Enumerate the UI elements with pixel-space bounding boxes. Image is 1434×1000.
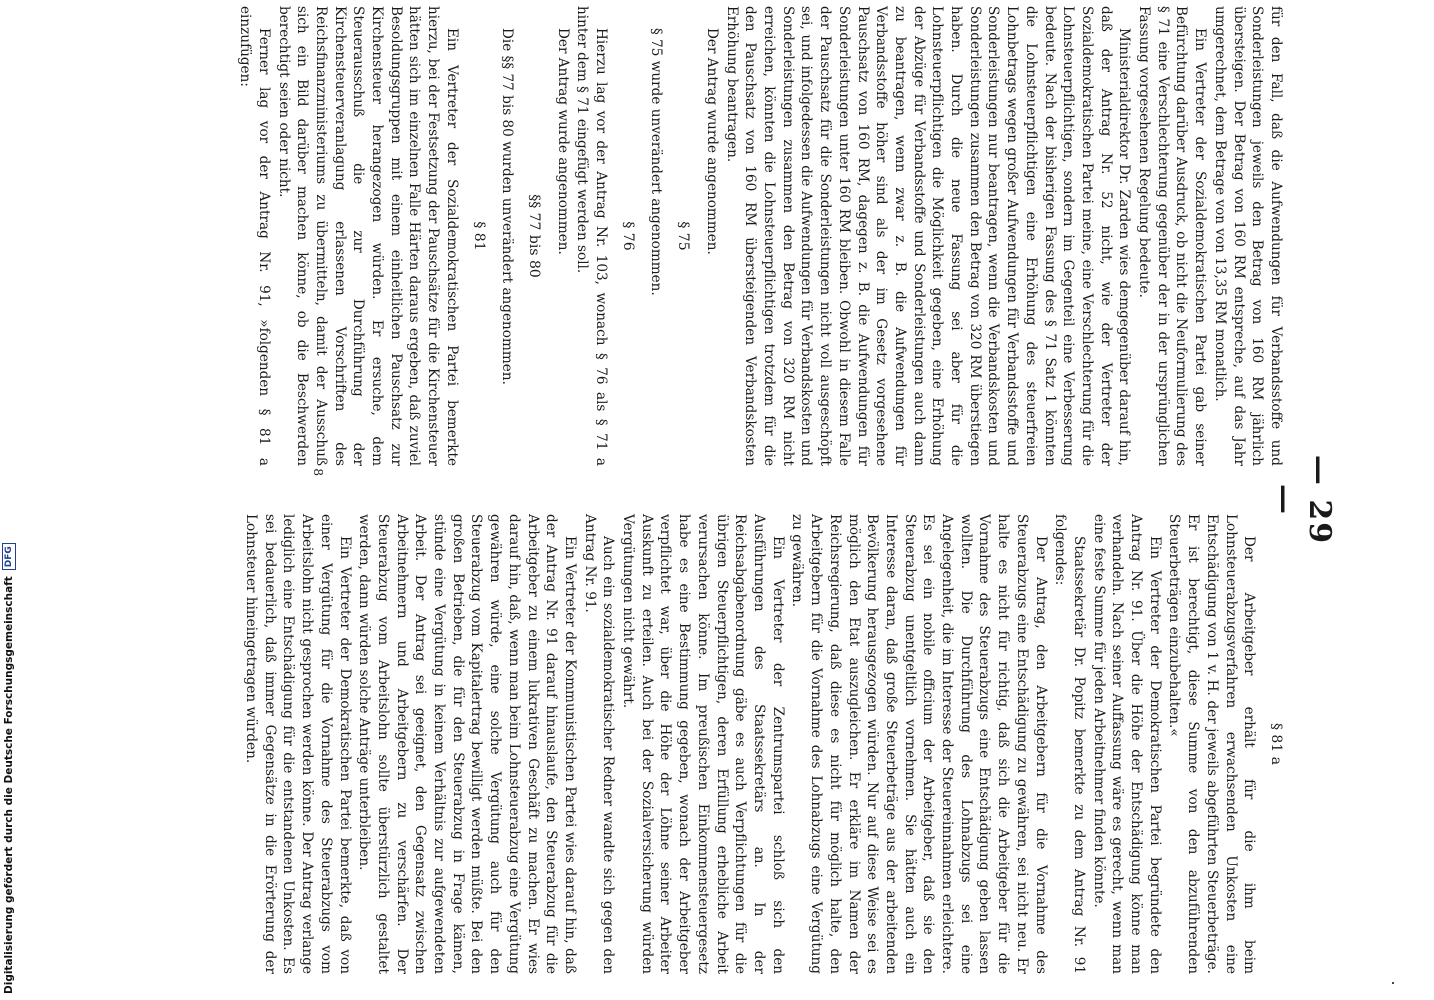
document-page xyxy=(167,0,1337,1000)
section-heading: § 75 xyxy=(675,221,692,251)
section-heading: § 76 xyxy=(619,221,636,251)
paragraph: Der Antrag wurde angenommen. xyxy=(554,28,571,255)
paragraph: Ein Vertreter der Demokratischen Partei begründete den Antrag Nr. 91. Über die Höhe der Entschädigung könne man verhandeln. Nach seiner Auffassung wäre es gerecht, wenn man eine feste Summe für jeden Arbeitnehmer finden könnte. xyxy=(1090,514,1163,974)
right-column xyxy=(240,514,1285,974)
page-number: — 29 — xyxy=(1267,454,1337,546)
section-heading: §§ 77 bis 80 xyxy=(525,194,542,278)
paragraph: Ein Vertreter der Zentrumspartei schloß sich den Ausführungen des Staatssekretärs an. In der Reichsabgabenordnung gäbe es auch Verpflichtungen für die übrigen Steuerpflichtigen, deren Erfüllung erhebliche Arbeit verursachen könne. Im preußischen Einkommensteuergesetz habe es eine Bestimmung gegeben, wonach der Arbeitgeber verpflichtet war, über die Höhe der Löhne seiner Arbeiter Auskunft zu erteilen. Auch bei der Sozialversicherung würden Vergütungen nicht gewährt. xyxy=(620,514,786,974)
left-column xyxy=(234,6,1285,466)
paragraph: Ministerialdirektor Dr. Zarden wies demgegenüber darauf hin, daß der Antrag Nr. 52 nicht, wie der Vertreter der Sozialdemokratischen Partei meine, eine Verschlechterung für die Lohnsteuerpflichtigen, sondern im Gegenteil eine Verbesserung bedeute. Nach der bisherigen Fassung des § 71 Satz 1 könnten die Lohnsteuerpflichtigen eine Erhöhung des steuerfreien Lohnbetrags wegen großer Aufwendungen für Verbandsstoffe und Sonderleistungen nur beantragen, wenn die Verbandskosten und Sonderleistungen zusammen den Betrag von 320 RM überstiegen haben. Durch die neue Fassung sei aber für die Lohnsteuerpflichtigen die Möglichkeit gegeben, eine Erhöhung der Abzüge für Verbandsstoffe und Sonderleistungen auch dann zu beantragen, wenn zwar z. B. die Aufwendungen für Verbandsstoffe höher sind als der im Gesetz vorgesehene Pauschsatz von 160 RM, dagegen z. B. die Aufwendungen für Sonderleistungen unter 160 RM bleiben. Obwohl in diesem Falle der Pauschsatz für die Sonderleistungen nicht voll ausgeschöpft sei, und infolgedessen die Aufwendungen für Verbandskosten und Sonderleistungen zusammen den Betrag von 320 RM nicht erreichen, könnten die Lohnsteuerpflichtigen trotzdem für die den Pauschsatz von 160 RM übersteigenden Verbandskosten Erhöhung beantragen. xyxy=(723,6,1133,466)
paragraph: Ein Vertreter der Kommunistischen Partei wies darauf hin, daß der Antrag Nr. 91 darauf hinauslaufe, den Steuerabzug für die Arbeitgeber zu einem lukrativen Geschäft zu machen. Er wies darauf hin, daß, wenn man beim Lohnsteuerabzug eine Vergütung gewähren würde, eine solche Vergütung auch für den Steuerabzug vom Kapitalertrag bewilligt werden müßte. Bei den großen Betrieben, die für den Steuerabzug in Frage kämen, stünde eine Vergütung in keinem Verhältnis zur aufgewendeten Arbeit. Der Antrag sei geeignet, den Gegensatz zwischen Arbeitnehmern und Arbeitgebern zu verschärfen. Der Steuerabzug vom Arbeitslohn sollte überstürzlich gestaltet werden, dann würden solche Anträge unterbleiben. xyxy=(356,514,578,974)
paragraph: Ein Vertreter der Sozialdemokratischen Partei gab seiner Befürchtung darüber Ausdruck, ob nicht die Neuformulierung des § 71 eine Verschlechterung gegenüber der in der ursprünglichen Fassung vorgesehenen Regelung bedeute. xyxy=(1136,6,1209,466)
paragraph: Die §§ 77 bis 80 wurden unverändert angenommen. xyxy=(499,28,516,385)
paragraph: Der Antrag wurde angenommen. xyxy=(703,28,720,255)
paragraph: Ein Vertreter der Demokratischen Partei bemerkte, daß von einer Vergütung für die Vornahme des Steuerabzugs vom Arbeitslohn nicht gesprochen werden könne. Der Antrag verlange lediglich eine Entschädigung für die entstandenen Unkosten. Es sei bedauerlich, daß immer Gegensätze in die Erörterung der Lohnsteuer hineingetragen würden. xyxy=(243,514,353,974)
paragraph: Ferner lag vor der Antrag Nr. 91, »folgenden § 81 a einzufügen: xyxy=(237,6,272,466)
dfg-logo-icon: DFG xyxy=(2,543,16,570)
paragraph: Staatssekretär Dr. Popitz bemerkte zu dem Antrag Nr. 91 folgendes: xyxy=(1052,514,1087,974)
paragraph: § 75 wurde unverändert angenommen. xyxy=(648,28,665,296)
paragraph: Hierzu lag vor der Antrag Nr. 103, wonach § 76 als § 71 a hinter dem § 71 eingefügt werden soll. xyxy=(574,6,610,466)
paragraph: Ein Vertreter der Sozialdemokratischen Partei bemerkte hierzu, bei der Festsetzung der Pauschsätze für die Kirchensteuer hätten sich im einzelnen Falle Härten daraus ergeben, daß zuviel Besoldungsgruppen mit einem einheitlichen Pauschsatz zur Kirchensteuer herangezogen würden. Er ersuche, dem Steuerausschuß die zur Durchführung der Kirchensteuerveranlagung erlassenen Vorschriften des Reichsfinanzministeriums zu übermitteln, damit der Ausschuß sich ein Bild darüber machen könne, ob die Beschwerden berechtigt seien oder nicht. xyxy=(275,6,460,466)
paragraph: für den Fall, daß die Aufwendungen für Verbandsstoffe und Sonderleistungen jeweils den Betrag von 160 RM jährlich übersteigen. Der Betrag von 160 RM entspreche, auf das Jahr umgerechnet, dem Betrage von von 13,35 RM monatlich. xyxy=(1211,6,1284,466)
signature-mark: 8 xyxy=(311,468,325,476)
scan-dot xyxy=(1392,982,1394,984)
paragraph: Der Arbeitgeber erhält für die ihm beim Lohnsteuerabzugsverfahren erwachsenden Unkosten eine Entschädigung von 1 v. H. der jeweils abgeführten Steuerbeträge. Er ist berechtigt, diese Summe von den abzuführenden Steuerbeträgen einzubehalten.« xyxy=(1166,514,1258,974)
paragraph: Der Antrag, den Arbeitgebern für die Vornahme des Steuerabzugs eine Entschädigung zu gewähren, sei nicht neu. Er halte es nicht für richtig, daß sich die Arbeitgeber für die Vornahme des Steuerabzugs eine Entschädigung geben lassen wollten. Die Durchführung des Lohnabzugs sei eine Angelegenheit, die im Interesse der Steuereinnahmen erleichtere. Es sei ein nobile officium der Arbeitgeber, daß sie den Steuerabzug unentgeltlich vornehmen. Sie hätten auch ein Interesse daran, daß große Steuerbeträge aus der arbeitenden Bevölkerung herausgezogen würden. Nur auf diese Weise sei es möglich den Etat auszugleichen. Er erkläre im Namen der Reichsregierung, daß diese es nicht für möglich halte, den Arbeitgebern für die Vornahme des Lohnabzugs eine Vergütung zu gewähren. xyxy=(789,514,1049,974)
section-heading: § 81 xyxy=(470,221,487,251)
digitization-credit xyxy=(0,0,26,1000)
paragraph: Auch ein sozialdemokratischer Redner wandte sich gegen den Antrag Nr. 91. xyxy=(581,514,617,974)
credit-text: Digitalisierung gefördert durch die Deutsche Forschungsgemeinschaft xyxy=(3,576,15,994)
section-heading: § 81 a xyxy=(1268,722,1284,766)
